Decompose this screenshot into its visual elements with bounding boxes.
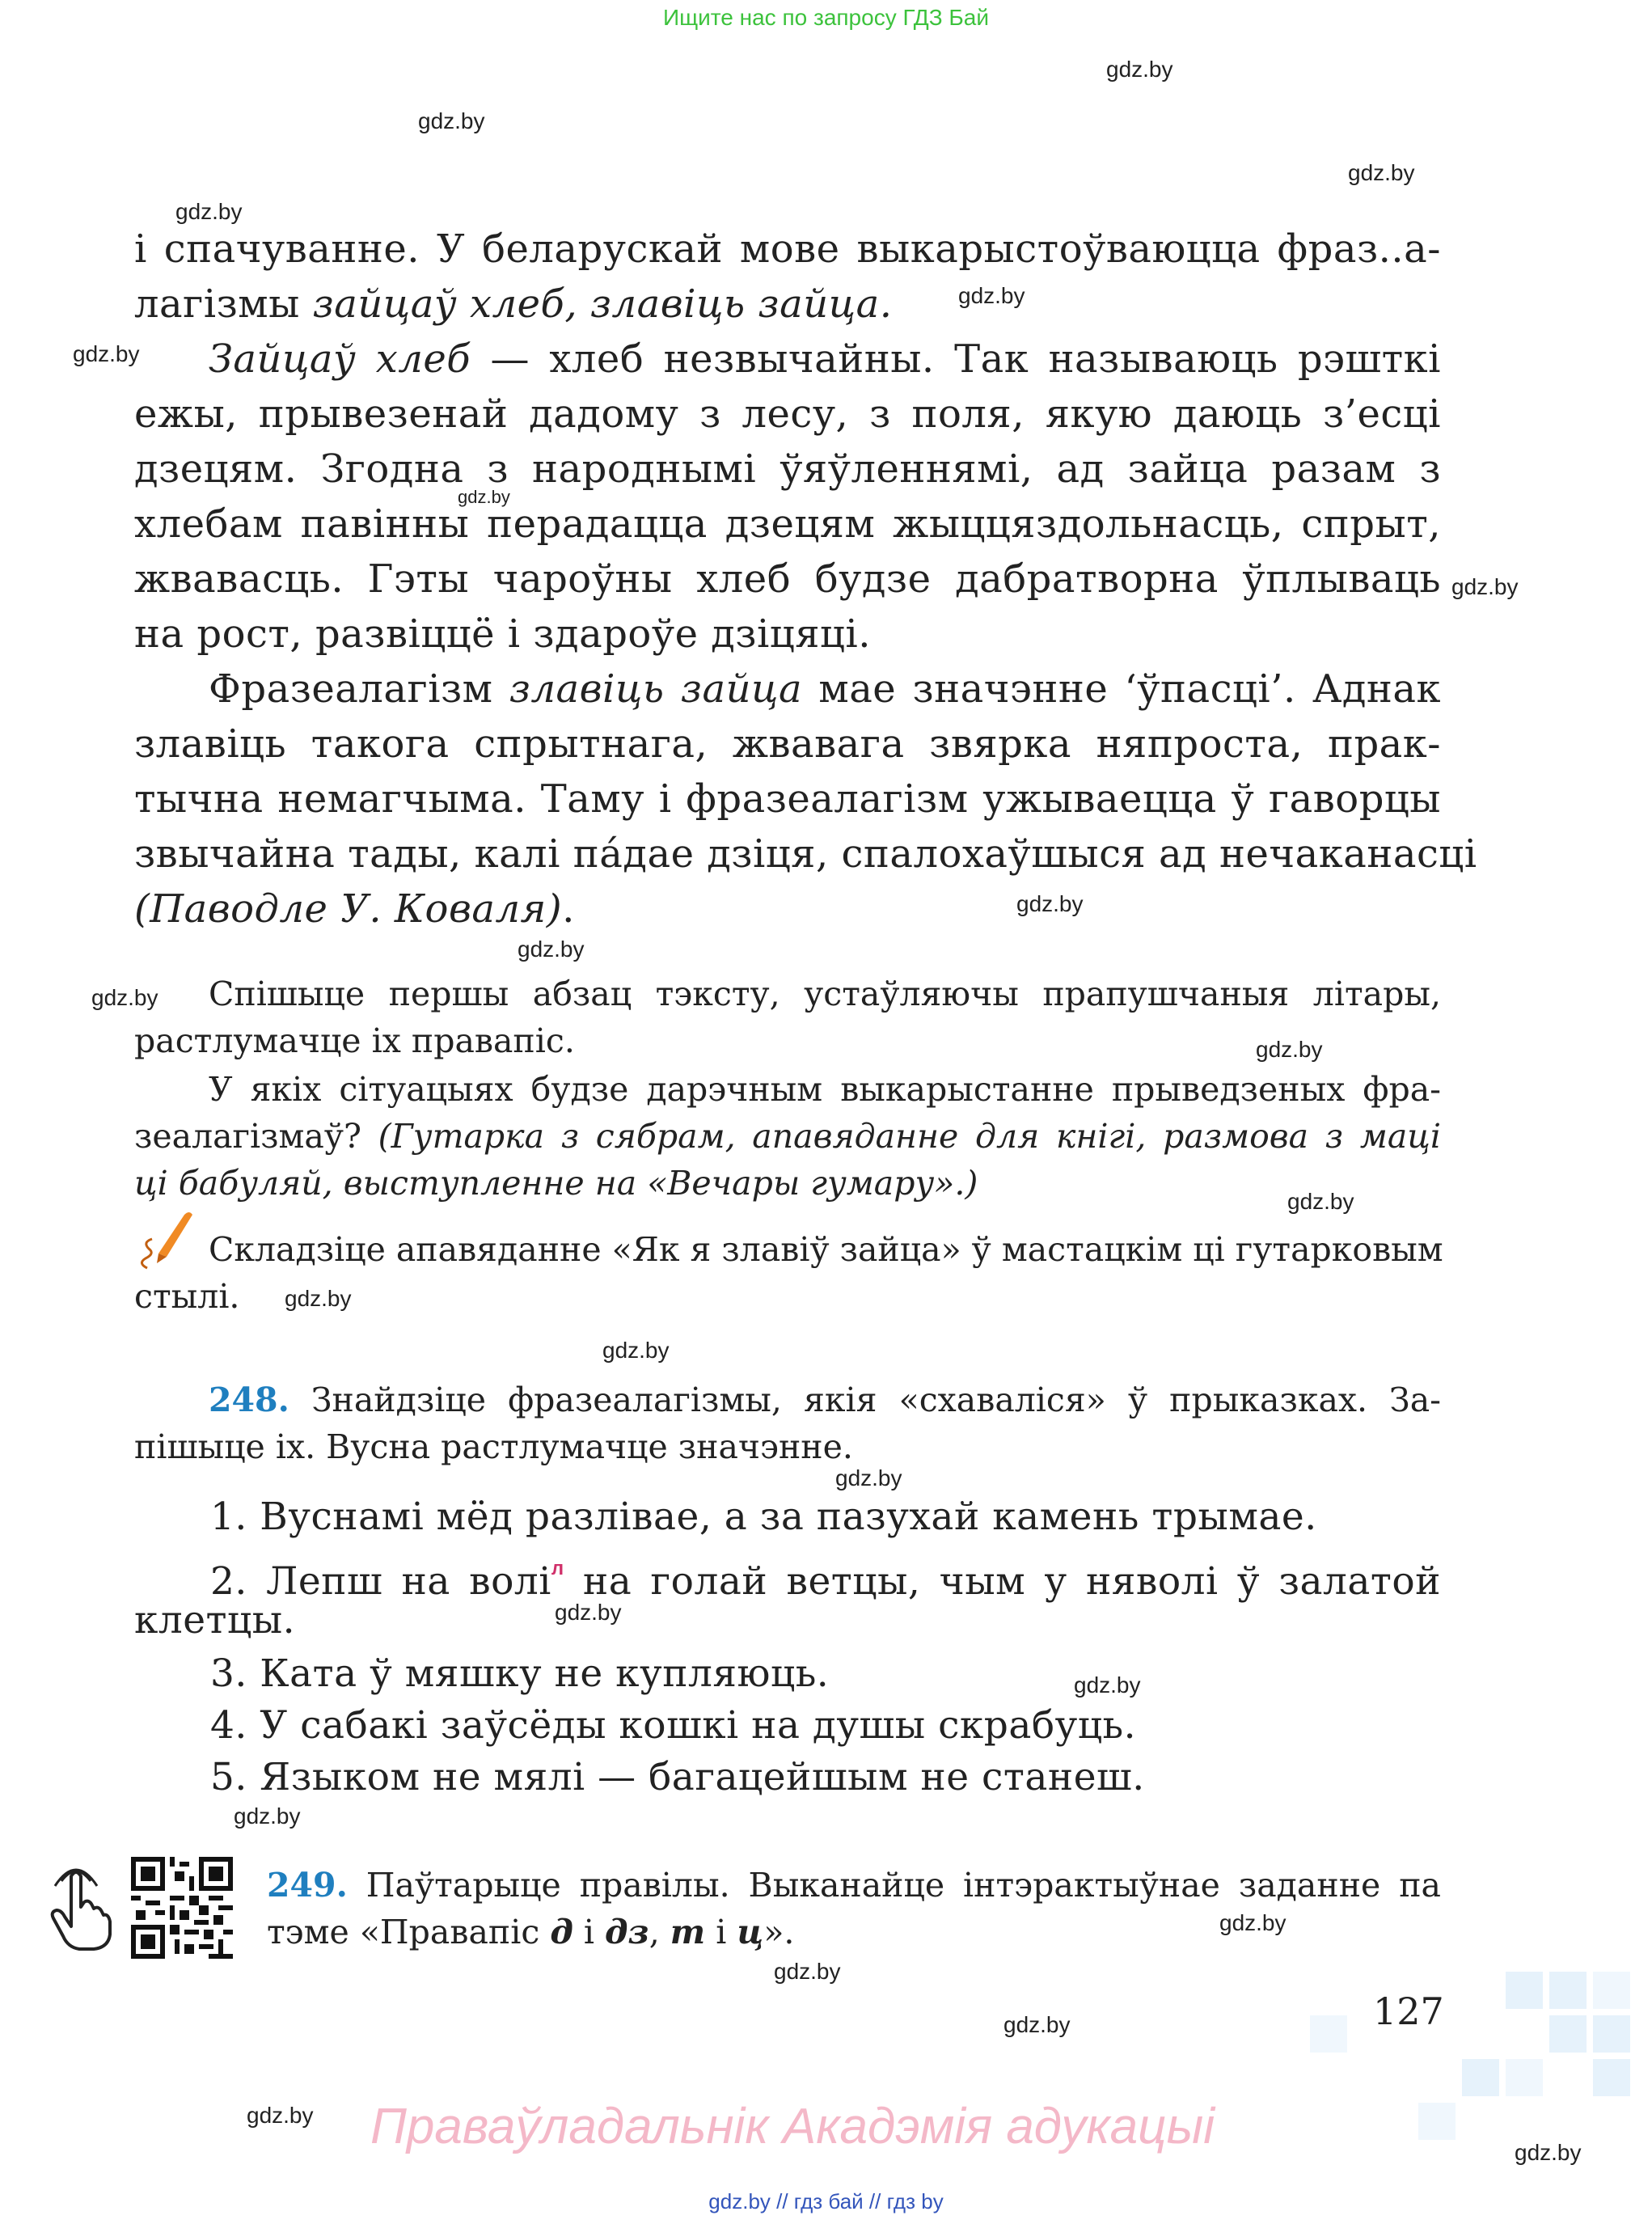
decor-square <box>1593 2059 1630 2096</box>
exercise-number: 249. <box>267 1866 348 1905</box>
letter-bold: т <box>670 1913 706 1951</box>
letter-bold: д <box>550 1913 573 1951</box>
text-line: Спішыце першы абзац тэксту, устаўляючы прапушчаныя літары, <box>209 975 1441 1013</box>
text-line: ежы, прывезенай дадому з лесу, з поля, якую даюць з’есці <box>134 391 1441 437</box>
decor-square <box>1506 1972 1543 2009</box>
watermark: gdz.by <box>1348 160 1415 185</box>
exercise-number: 248. <box>209 1380 289 1419</box>
watermark: gdz.by <box>418 108 485 133</box>
text-span: . <box>562 886 575 932</box>
watermark: gdz.by <box>1451 574 1519 599</box>
text-line <box>134 277 892 332</box>
text-span: 2. Лепш на волі <box>210 1559 551 1604</box>
watermark: gdz.by <box>458 487 510 507</box>
text-line <box>209 332 1441 387</box>
text-span: ». <box>763 1913 795 1951</box>
watermark: gdz.by <box>1074 1672 1141 1698</box>
watermark: gdz.by <box>1003 2012 1071 2037</box>
text-span-italic: (Гутарка з сябрам, апавяданне для кнігі, размова з маці <box>378 1117 1441 1156</box>
text-line: звычайна тады, калі па́дае дзіця, спалохаўшыся ад нечаканасці <box>134 831 1477 877</box>
text-span: і <box>705 1913 737 1951</box>
page-number: 127 <box>1373 1989 1444 2033</box>
top-banner[interactable]: Ищите нас по запросу ГДЗ Бай <box>662 5 990 30</box>
letter-bold: дз <box>605 1913 649 1951</box>
text-line <box>267 1862 1441 1909</box>
proverb-item: 4. У сабакі заўсёды кошкі на душы скрабуць. <box>210 1703 1137 1748</box>
watermark: gdz.by <box>835 1465 902 1490</box>
text-line: злавіць такога спрытнага, жвавага звярка няпроста, прак- <box>134 721 1441 767</box>
watermark: gdz.by <box>602 1338 670 1363</box>
text-span: і <box>572 1913 606 1951</box>
watermark: gdz.by <box>1219 1910 1287 1935</box>
watermark: gdz.by <box>1016 891 1084 916</box>
letter-bold: ц <box>737 1913 764 1951</box>
watermark: gdz.by <box>73 341 140 366</box>
text-line: пішыце іх. Вусна растлумачце значэнне. <box>134 1427 853 1466</box>
text-span: мае значэнне ‘ўпасці’. Аднак <box>802 666 1441 712</box>
watermark: gdz.by <box>518 937 585 962</box>
text-line: дзецям. Згодна з народнымі ўяўленнямі, ад зайца разам з <box>134 446 1441 492</box>
text-line: ці бабуляй, выступленне на «Вечары гумару».) <box>134 1164 978 1203</box>
decor-square <box>1418 2103 1456 2140</box>
rights-holder-notice: Праваўладальнік Акадэмія адукацыі <box>370 2099 1215 2154</box>
decor-square <box>1593 2015 1630 2053</box>
text-span: , <box>649 1913 670 1951</box>
decor-square <box>1506 2059 1543 2096</box>
decor-square <box>1549 2015 1587 2053</box>
text-line: жвавасць. Гэты чароўны хлеб будзе дабратворна ўплываць <box>134 556 1441 602</box>
decor-square <box>1462 2059 1499 2096</box>
watermark: gdz.by <box>91 985 158 1010</box>
text-span: зеалагізмаў? <box>134 1117 378 1156</box>
watermark: gdz.by <box>234 1803 301 1829</box>
text-line: стылі. <box>134 1277 240 1316</box>
text-line <box>134 1113 1441 1160</box>
phraseologism-italic: злавіць зайца <box>509 666 803 712</box>
proverb-item-continued: клетцы. <box>134 1598 296 1643</box>
watermark: gdz.by <box>1287 1189 1354 1214</box>
decor-square <box>1549 1972 1587 2009</box>
pen-icon <box>128 1207 197 1271</box>
source-attribution: (Паводле У. Коваля) <box>134 886 563 932</box>
text-line: Складзіце апавяданне «Як я злавіў зайца» ў мастацкім ці гутарковым <box>209 1230 1443 1269</box>
text-line <box>209 1376 1441 1423</box>
text-line: У якіх сітуацыях будзе дарэчным выкарыстанне прыведзеных фра- <box>209 1070 1441 1109</box>
qr-code-icon[interactable] <box>131 1857 233 1959</box>
phraseologism-italic: Зайцаў хлеб <box>209 336 471 382</box>
text-line <box>209 662 1441 717</box>
watermark: gdz.by <box>175 199 243 224</box>
proverb-item: 5. Языком не мялі — багацейшым не станеш. <box>210 1755 1145 1799</box>
watermark: gdz.by <box>555 1600 622 1625</box>
decor-square <box>1593 1972 1630 2009</box>
proverb-item: 1. Вуснамі мёд разлівае, а за пазухай камень трымае. <box>210 1495 1317 1539</box>
watermark: gdz.by <box>247 2103 314 2128</box>
text-line <box>134 882 575 937</box>
text-span: Паўтарыце правілы. Выканайце інтэрактыўнае заданне па <box>347 1866 1441 1905</box>
text-line: тычна немагчыма. Таму і фразеалагізм ужываецца ў гаворцы <box>134 776 1441 822</box>
text-span: лагізмы <box>134 281 313 327</box>
decor-square <box>1310 2015 1347 2053</box>
watermark: gdz.by <box>1256 1037 1323 1062</box>
text-line <box>267 1909 794 1956</box>
proverb-item <box>210 1541 1441 1609</box>
text-span: — хлеб незвычайны. Так называюць рэшткі <box>471 336 1442 382</box>
watermark: gdz.by <box>774 1959 841 1984</box>
footer-links[interactable]: gdz.by // гдз бай // гдз by <box>708 2189 944 2213</box>
watermark: gdz.by <box>1106 57 1173 82</box>
text-span: Фразеалагізм <box>209 666 509 712</box>
text-line: хлебам павінны перадацца дзецям жыццяздольнасць, спрыт, <box>134 501 1441 547</box>
text-line: і спачуванне. У беларускай мове выкарыстоўваюцца фраз..а- <box>134 226 1441 272</box>
hand-pointer-icon[interactable] <box>47 1865 112 1952</box>
watermark: gdz.by <box>958 283 1025 308</box>
text-line: на рост, развіццё і здароўе дзіцяці. <box>134 611 871 657</box>
watermark: gdz.by <box>1515 2140 1582 2165</box>
proverb-item: 3. Ката ў мяшку не купляюць. <box>210 1651 830 1696</box>
phraseologism-italic: зайцаў хлеб, злавіць зайца. <box>312 281 893 327</box>
footnote-mark: л <box>551 1558 564 1579</box>
text-line: растлумачце іх правапіс. <box>134 1021 575 1060</box>
text-span: тэме «Правапіс <box>267 1913 551 1951</box>
watermark: gdz.by <box>285 1286 352 1311</box>
text-span: на голай ветцы, чым у няволі ў залатой <box>564 1559 1441 1604</box>
text-span: Знайдзіце фразеалагізмы, якія «схаваліся» ў прыказках. За- <box>289 1380 1441 1419</box>
